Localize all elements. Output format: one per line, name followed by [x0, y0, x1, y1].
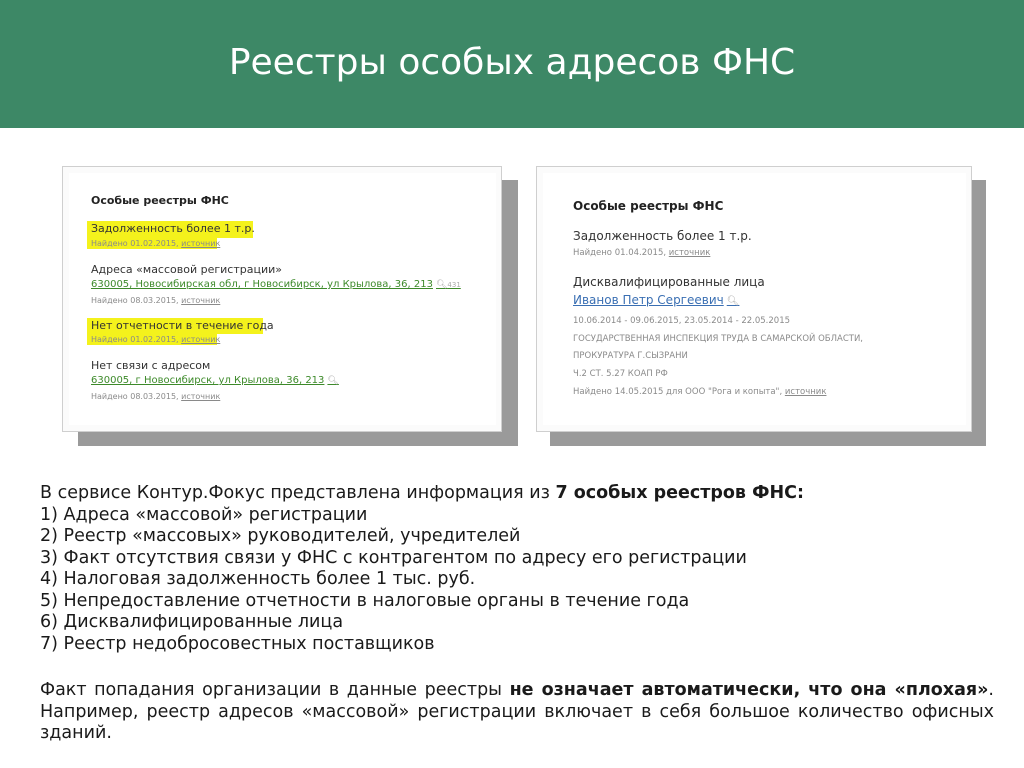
list-item: 7) Реестр недобросовестных поставщиков [40, 633, 435, 654]
address-link[interactable] [91, 279, 461, 290]
disqualified-title: Дисквалифицированные лица [573, 275, 765, 289]
intro-prefix: В сервисе Контур.Фокус представлена информация из [40, 483, 550, 503]
list-item: 4) Налоговая задолженность более 1 тыс. руб. [40, 569, 476, 589]
registry-list [40, 483, 994, 655]
inspection-line: ГОСУДАРСТВЕННАЯ ИНСПЕКЦИЯ ТРУДА В САМАРСКОЙ ОБЛАСТИ, [573, 334, 864, 344]
note-suffix: . Например, реестр адресов «массовой» регистрации включает в себя большое количество офисных зданий. [40, 680, 994, 743]
title-banner [0, 0, 1024, 128]
source-link[interactable]: источник [181, 239, 221, 248]
found-date: Найдено 01.04.2015, [573, 248, 667, 258]
inspection-line: ПРОКУРАТУРА Г.СЫЗРАНИ [573, 351, 688, 361]
entry-title: Адреса «массовой регистрации» [91, 263, 282, 276]
entry-meta [91, 239, 220, 248]
search-icon[interactable]: 🔍︎ [726, 296, 740, 307]
slide-title: Реестры особых адресов ФНС [228, 42, 796, 83]
source-link[interactable]: источник [181, 296, 221, 305]
source-link[interactable]: источник [181, 392, 221, 401]
found-date: Найдено 08.03.2015, [91, 392, 179, 401]
entry-title: Задолженность более 1 т.р. [91, 222, 255, 235]
entry-title: Нет связи с адресом [91, 359, 211, 372]
address-text[interactable]: 630005, Новосибирская обл, г Новосибирск, ул Крылова, 36, 213 [91, 279, 433, 290]
list-item: 1) Адреса «массовой» регистрации [40, 504, 368, 525]
search-icon[interactable]: 🔍︎ [327, 376, 339, 386]
list-item: 3) Факт отсутствия связи у ФНС с контрагентом по адресу его регистрации [40, 547, 747, 568]
debt-meta [573, 248, 710, 258]
found-meta [573, 387, 826, 397]
entry-meta [91, 392, 220, 401]
left-registry-screenshot [62, 166, 518, 446]
source-link[interactable]: источник [181, 335, 221, 344]
source-link[interactable]: источник [668, 248, 711, 258]
note-bold: не означает автоматически, что она «плохая» [509, 680, 989, 700]
address-text[interactable]: 630005, г Новосибирск, ул Крылова, 36, 213 [91, 375, 325, 386]
count-badge: 431 [447, 281, 461, 289]
list-item: 5) Непредоставление отчетности в налоговые органы в течение года [40, 590, 690, 611]
source-link[interactable]: источник [784, 387, 827, 397]
found-date: Найдено 01.02.2015, [91, 335, 179, 344]
found-date: Найдено 08.03.2015, [91, 296, 179, 305]
note-prefix: Факт попадания организации в данные реестры [40, 680, 502, 700]
entry-meta [91, 296, 220, 305]
list-item: 2) Реестр «массовых» руководителей, учредителей [40, 526, 521, 546]
disqualification-dates: 10.06.2014 - 09.06.2015, 23.05.2014 - 22.05.2015 [573, 316, 791, 326]
article-ref: Ч.2 СТ. 5.27 КОАП РФ [573, 369, 668, 379]
entry-title: Нет отчетности в течение года [91, 319, 274, 332]
panel-heading: Особые реестры ФНС [91, 194, 229, 207]
address-link[interactable] [91, 375, 339, 386]
found-date: Найдено 01.02.2015, [91, 239, 179, 248]
person-name[interactable]: Иванов Петр Сергеевич [573, 293, 724, 307]
note-paragraph [40, 680, 994, 745]
list-item: 6) Дисквалифицированные лица [40, 612, 344, 632]
found-date: Найдено 14.05.2015 для ООО "Рога и копыта", [573, 387, 783, 397]
right-registry-screenshot [536, 166, 986, 446]
search-icon[interactable]: 🔍︎ [435, 280, 448, 290]
panel-heading: Особые реестры ФНС [573, 199, 724, 213]
intro-bold: 7 особых реестров ФНС: [555, 483, 804, 503]
intro-line [40, 483, 994, 505]
debt-title: Задолженность более 1 т.р. [573, 229, 752, 243]
entry-meta [91, 335, 220, 344]
person-link[interactable] [573, 293, 739, 307]
